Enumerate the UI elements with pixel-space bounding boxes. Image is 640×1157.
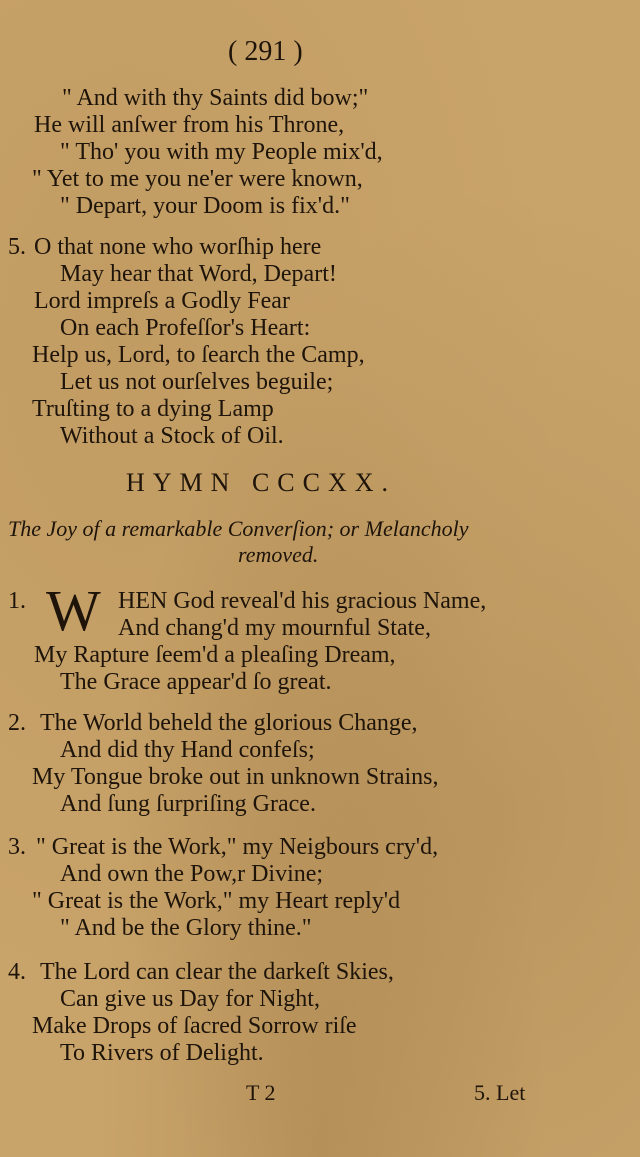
verse-line: The World beheld the glorious Change, [40,710,418,736]
verse-line: Can give us Day for Night, [60,986,320,1012]
verse-line: Without a Stock of Oil. [60,423,284,449]
signature-mark: T 2 [246,1080,276,1105]
verse-number: 4. [8,959,26,985]
verse-line: Let us not ourſelves beguile; [60,369,334,395]
verse-line: My Rapture ſeem'd a pleaſing Dream, [34,642,396,668]
verse-line: O that none who worſhip here [34,234,322,260]
catchword: 5. Let [474,1080,526,1105]
stanza-number: 5. [8,234,26,260]
verse-number: 2. [8,710,26,736]
hymn-subtitle: The Joy of a remarkable Converſion; or Melancholy [8,516,469,541]
hymn-title: HYMN CCCXX. [126,468,397,497]
verse-line: And ſung ſurpriſing Grace. [60,791,316,817]
verse-number: 1. [8,588,26,614]
verse-line: Lord impreſs a Godly Fear [34,288,290,314]
hymn-subtitle: removed. [238,542,319,567]
verse-line: HEN God reveal'd his gracious Name, [118,588,487,614]
verse-line: May hear that Word, Depart! [60,261,337,287]
verse-line: " Great is the Work," my Heart reply'd [32,888,401,914]
verse-line: To Rivers of Delight. [60,1040,264,1066]
verse-line: He will anſwer from his Throne, [34,112,345,138]
verse-line: " Depart, your Doom is fix'd." [60,193,350,219]
verse-line: The Lord can clear the darkeſt Skies, [40,959,394,985]
verse-line: Help us, Lord, to ſearch the Camp, [32,342,365,368]
verse-line: And did thy Hand confeſs; [60,737,315,763]
verse-line: The Grace appear'd ſo great. [60,669,332,695]
drop-cap: W [46,578,101,643]
verse-line: " And with thy Saints did bow;" [62,85,369,111]
verse-line: And chang'd my mournful State, [118,615,431,641]
verse-line: Truſting to a dying Lamp [32,396,274,422]
verse-line: My Tongue broke out in unknown Strains, [32,764,439,790]
verse-line: Make Drops of ſacred Sorrow riſe [32,1013,357,1039]
verse-line: " And be the Glory thine." [60,915,312,941]
verse-line: " Great is the Work," my Neigbours cry'd, [36,834,439,860]
verse-line: " Tho' you with my People mix'd, [60,139,383,165]
verse-line: And own the Pow,r Divine; [60,861,324,887]
verse-line: " Yet to me you ne'er were known, [32,166,363,192]
verse-number: 3. [8,834,26,860]
verse-line: On each Profeſſor's Heart: [60,315,311,341]
page-number: ( 291 ) [228,36,303,67]
